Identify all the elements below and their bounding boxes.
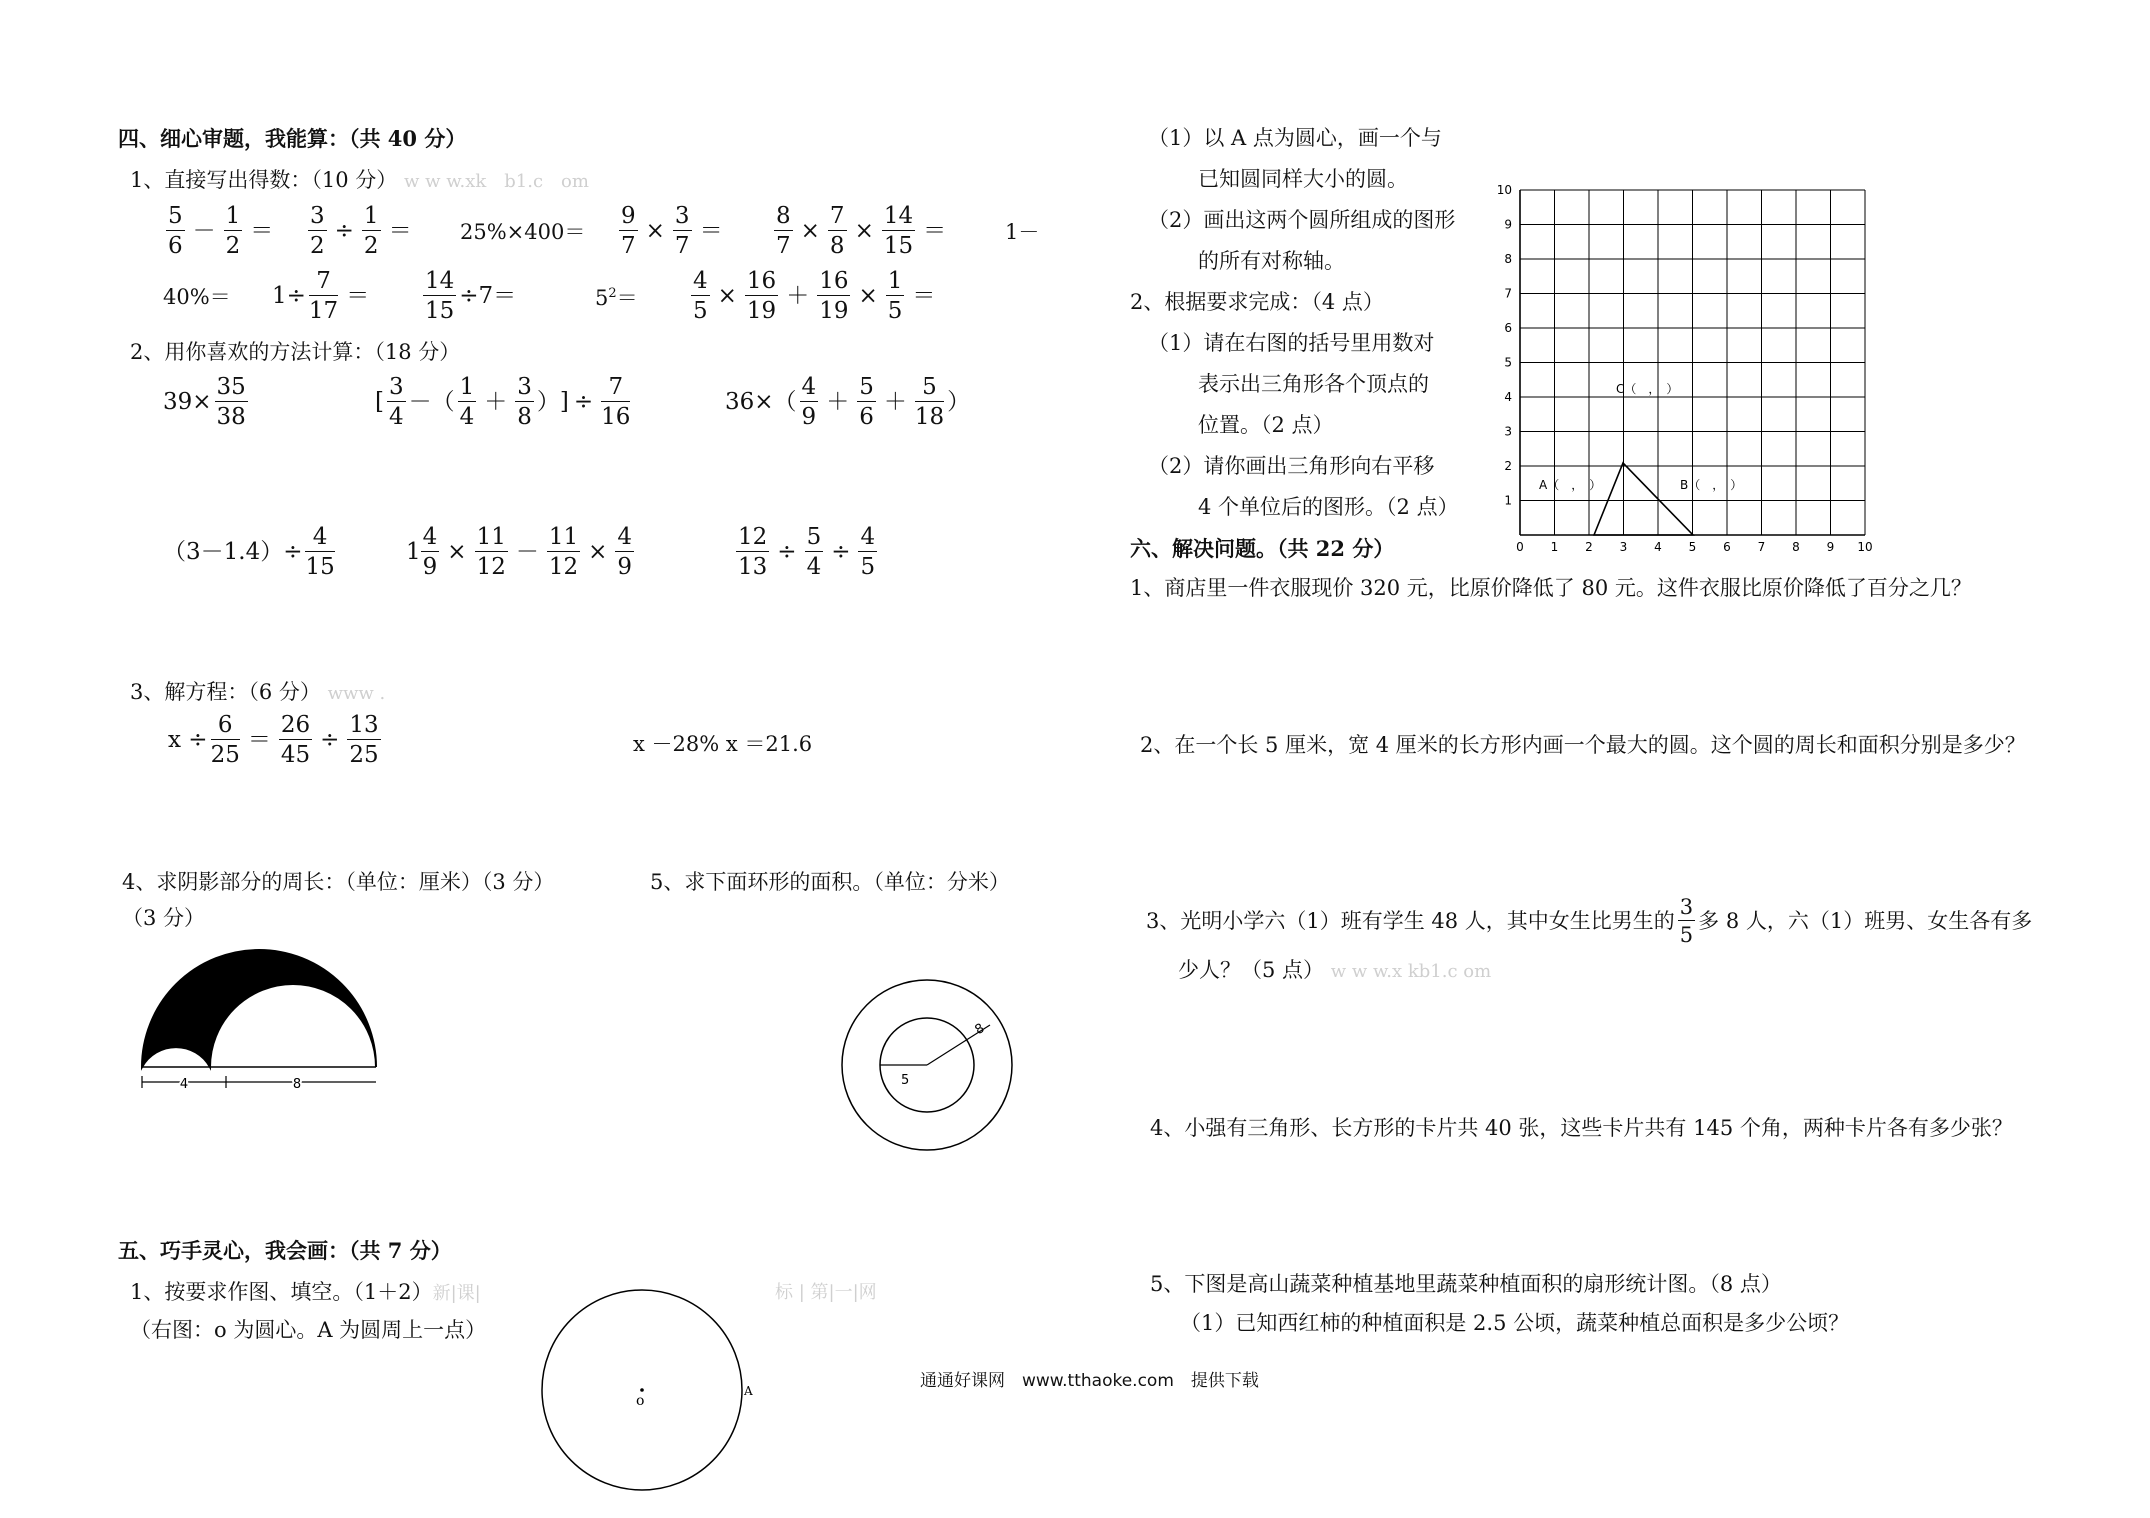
x-tick-label: 10 xyxy=(1857,540,1873,554)
q6-4: 4、小强有三角形、长方形的卡片共 40 张，这些卡片共有 145 个角，两种卡片各有多少张？ xyxy=(1150,1116,2013,1140)
dimension-label-8: 8 xyxy=(292,1077,302,1092)
shaded-semicircles-figure xyxy=(130,940,390,1090)
q5-2-item-1b: 表示出三角形各个顶点的 xyxy=(1198,372,1429,396)
q5-2-item-2a: （2）请你画出三角形向右平移 xyxy=(1148,454,1435,478)
q6-3-line-2: 少人？（5 点） w w w.x kb1.c om xyxy=(1178,958,1492,982)
q4-1-label: 1、直接写出得数：（10 分） w w w.xk b1.c om xyxy=(130,168,589,192)
q5-1-item-2a: （2）画出这两个圆所组成的图形 xyxy=(1148,208,1456,232)
x-tick-label: 8 xyxy=(1792,540,1800,554)
x-tick-label: 9 xyxy=(1826,540,1835,554)
footer-text: 通通好课网 www.tthaoke.com 提供下载 xyxy=(920,1371,1259,1391)
q5-1-label: 1、按要求作图、填空。（1＋2）新|课| xyxy=(130,1280,481,1304)
calc-percent: 25%×400＝ xyxy=(460,220,586,244)
y-tick-label: 6 xyxy=(1504,321,1512,335)
vertex-c-label: C（ ， ） xyxy=(1616,382,1679,396)
y-tick-label: 3 xyxy=(1504,424,1512,439)
annulus-figure xyxy=(835,975,1025,1155)
calc-bracket-expression: [ 3 4 －（ 1 4 ＋ 3 8 ） ] ÷ $\frac{7}{16}$ xyxy=(375,374,631,430)
calc-3-2-div-1-2: $\frac{3}{2}$ ÷ $\frac{1}{2}$ ＝ xyxy=(310,203,412,259)
calc-40-percent: 40%＝ xyxy=(163,285,231,309)
q4-4-score: （3 分） xyxy=(122,906,206,930)
equation-1: x ÷ $\frac{6}{25}$ ＝ $\frac{26}{45}$ ÷ $\frac{13}{25}$ xyxy=(168,712,379,768)
x-tick-label: 1 xyxy=(1550,540,1559,554)
calc-mixed-number-expression: 1 $\frac{4}{9}$ × $\frac{11}{12}$ － $\frac{11}{12}$ × $\frac{4}{9}$ xyxy=(406,524,633,580)
q5-1-item-2b: 的所有对称轴。 xyxy=(1198,249,1345,273)
section-6-title: 六、解决问题。（共 22 分） xyxy=(1130,536,1395,561)
q6-5-1: （1）已知西红柿的种植面积是 2.5 公顷，蔬菜种植总面积是多少公顷？ xyxy=(1180,1311,1850,1335)
calc-1-div-7-17: 1÷ $\frac{7}{17}$ ＝ xyxy=(272,268,370,324)
vertex-a-label: A（ ， ） xyxy=(1539,478,1602,492)
y-tick-label: 10 xyxy=(1496,183,1512,197)
inner-radius-label: 5 xyxy=(901,1073,910,1088)
q5-1-item-1a: （1）以 A 点为圆心，画一个与 xyxy=(1148,126,1442,150)
q5-2-label: 2、根据要求完成：（4 点） xyxy=(1130,290,1384,314)
x-tick-label: 2 xyxy=(1585,540,1593,554)
q4-3-label: 3、解方程：（6 分） www . xyxy=(130,680,386,704)
x-tick-label: 5 xyxy=(1688,540,1697,554)
calc-one-minus: 1－ xyxy=(1005,220,1040,244)
coordinate-grid xyxy=(1490,180,1890,570)
calc-5-squared: $5^2=$ xyxy=(595,286,638,310)
q4-5-label: 5、求下面环形的面积。（单位：分米） xyxy=(650,870,1010,894)
circle-figure xyxy=(535,1287,755,1497)
large-semicircle-shaded xyxy=(142,950,376,1067)
watermark-text: 标 | 第|一|网 xyxy=(775,1282,877,1303)
q5-2-item-1c: 位置。（2 点） xyxy=(1198,413,1334,437)
calc-4-5-times-16-19-plus: $\frac{4}{5}$ × $\frac{16}{19}$ ＋ $\frac{16}{19}$ × $\frac{1}{5}$ ＝ xyxy=(693,268,936,324)
center-label: o xyxy=(636,1393,645,1409)
y-tick-label: 1 xyxy=(1504,493,1512,508)
outer-radius-label: 8 xyxy=(972,1020,988,1039)
calc-39-times-35-38: 39× $\frac{35}{38}$ xyxy=(163,374,246,430)
calc-9-7-times-3-7: $\frac{9}{7}$ × $\frac{3}{7}$ ＝ xyxy=(621,203,723,259)
calc-8-7-times-7-8-times-14-15: $\frac{8}{7}$ × $\frac{7}{8}$ × $\frac{14}{15}$ ＝ xyxy=(776,203,947,259)
y-tick-label: 2 xyxy=(1504,459,1512,473)
calc-12-13-div-5-4-div-4-5: $\frac{12}{13}$ ÷ $\frac{5}{4}$ ÷ $\frac{4}{5}$ xyxy=(738,524,876,580)
x-tick-label: 4 xyxy=(1654,540,1662,554)
x-tick-label: 0 xyxy=(1516,540,1524,554)
calc-3-minus-1-4-div-4-15: （3－1.4）÷ $\frac{4}{15}$ xyxy=(163,524,335,580)
q5-2-item-1a: （1）请在右图的括号里用数对 xyxy=(1148,331,1435,355)
q5-1-item-1b: 已知圆同样大小的圆。 xyxy=(1198,167,1408,191)
q4-4-label: 4、求阴影部分的周长：（单位：厘米）（3 分） xyxy=(122,870,555,894)
x-tick-label: 7 xyxy=(1757,540,1766,554)
y-tick-label: 5 xyxy=(1504,355,1512,370)
section-5-title: 五、巧手灵心，我会画：（共 7 分） xyxy=(118,1238,452,1263)
equation-2: x －28% x ＝21.6 xyxy=(633,732,813,756)
x-tick-label: 3 xyxy=(1619,540,1628,554)
q6-3-line-1: 3、光明小学六（1）班有学生 48 人，其中女生比男生的 3 5 多 8 人，六（1）班男、女生各有多 xyxy=(1146,895,2033,947)
calc-36-times-sum: 36×（ 4 9 ＋ 5 6 ＋ 5 18 ） xyxy=(725,374,971,430)
q5-1-note: （右图：o 为圆心。A 为圆周上一点） xyxy=(130,1318,487,1342)
y-tick-label: 4 xyxy=(1504,390,1512,404)
point-a-label: A xyxy=(744,1384,753,1398)
q4-2-label: 2、用你喜欢的方法计算：（18 分） xyxy=(130,340,461,364)
calc-5-6-minus-1-2: 5 6 － 1 2 ＝ xyxy=(168,203,274,259)
q6-1: 1、商店里一件衣服现价 320 元，比原价降低了 80 元。这件衣服比原价降低了百分之几？ xyxy=(1130,576,1972,600)
y-tick-label: 9 xyxy=(1504,217,1512,232)
y-tick-label: 8 xyxy=(1504,252,1512,266)
q6-5: 5、下图是高山蔬菜种植基地里蔬菜种植面积的扇形统计图。（8 点） xyxy=(1150,1272,1782,1296)
triangle xyxy=(1594,463,1693,535)
calc-14-15-div-7: $\frac{14}{15}$ ÷7＝ xyxy=(425,268,517,324)
q5-2-item-2b: 4 个单位后的图形。（2 点） xyxy=(1198,495,1459,519)
vertex-b-label: B（ ， ） xyxy=(1680,478,1743,492)
x-tick-label: 6 xyxy=(1723,540,1731,554)
dimension-label-4: 4 xyxy=(179,1077,189,1092)
center-point xyxy=(640,1388,644,1392)
y-tick-label: 7 xyxy=(1504,286,1512,301)
section-4-title: 四、细心审题，我能算：（共 40 分） xyxy=(118,126,467,151)
q6-2: 2、在一个长 5 厘米，宽 4 厘米的长方形内画一个最大的圆。这个圆的周长和面积分别是多少？ xyxy=(1140,733,2026,757)
